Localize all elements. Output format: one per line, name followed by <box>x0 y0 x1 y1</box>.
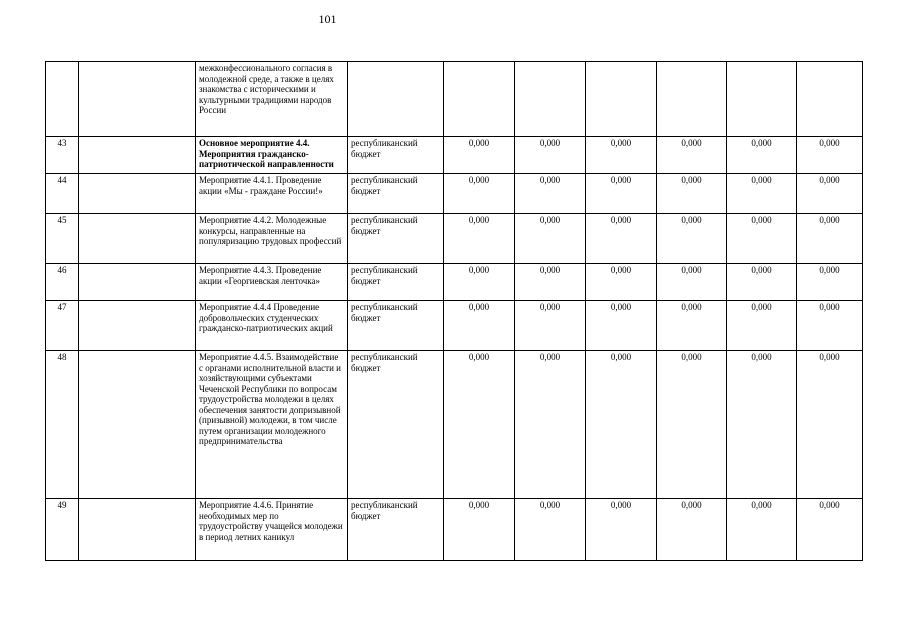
source-cell: республиканский бюджет <box>348 214 444 264</box>
row-number-cell: 46 <box>46 264 79 301</box>
blank-cell <box>79 351 196 499</box>
value-cell: 0,000 <box>586 499 657 561</box>
value-cell: 0,000 <box>727 137 797 174</box>
value-cell: 0,000 <box>515 264 586 301</box>
value-cell: 0,000 <box>586 351 657 499</box>
value-cell: 0,000 <box>657 499 727 561</box>
value-cell: 0,000 <box>727 264 797 301</box>
value-cell: 0,000 <box>444 499 515 561</box>
value-cell: 0,000 <box>727 351 797 499</box>
value-cell: 0,000 <box>727 174 797 214</box>
blank-cell <box>79 301 196 351</box>
source-cell: республиканский бюджет <box>348 351 444 499</box>
source-cell <box>348 62 444 137</box>
value-cell: 0,000 <box>727 301 797 351</box>
budget-table <box>45 61 863 561</box>
activity-name-cell: Мероприятие 4.4.6. Принятие необходимых мер по трудоустройству учащейся молодежи в период летних каникул <box>196 499 348 561</box>
source-cell: республиканский бюджет <box>348 301 444 351</box>
value-cell: 0,000 <box>515 137 586 174</box>
value-cell: 0,000 <box>797 264 863 301</box>
row-number-cell: 48 <box>46 351 79 499</box>
value-cell: 0,000 <box>444 264 515 301</box>
row-number-cell: 47 <box>46 301 79 351</box>
table-row <box>46 499 863 561</box>
value-cell: 0,000 <box>657 351 727 499</box>
activity-name-cell: Мероприятие 4.4.2. Молодежные конкурсы, направленные на популяризацию трудовых профессий <box>196 214 348 264</box>
value-cell: 0,000 <box>797 301 863 351</box>
row-number-cell: 49 <box>46 499 79 561</box>
value-cell <box>586 62 657 137</box>
value-cell: 0,000 <box>797 499 863 561</box>
row-number-cell <box>46 62 79 137</box>
blank-cell <box>79 499 196 561</box>
value-cell: 0,000 <box>444 137 515 174</box>
value-cell: 0,000 <box>586 214 657 264</box>
value-cell: 0,000 <box>444 351 515 499</box>
value-cell: 0,000 <box>727 214 797 264</box>
value-cell: 0,000 <box>586 174 657 214</box>
activity-name-cell: Мероприятие 4.4.1. Проведение акции «Мы - граждане России!» <box>196 174 348 214</box>
value-cell: 0,000 <box>657 137 727 174</box>
value-cell: 0,000 <box>444 214 515 264</box>
source-cell: республиканский бюджет <box>348 499 444 561</box>
value-cell: 0,000 <box>444 301 515 351</box>
table-row <box>46 301 863 351</box>
value-cell: 0,000 <box>586 137 657 174</box>
activity-name-cell: Мероприятие 4.4.3. Проведение акции «Георгиевская ленточка» <box>196 264 348 301</box>
value-cell: 0,000 <box>797 174 863 214</box>
value-cell: 0,000 <box>657 214 727 264</box>
page-number: 101 <box>318 12 337 26</box>
activity-name-cell: Основное мероприятие 4.4. Мероприятия гражданско-патриотической направленности <box>196 137 348 174</box>
row-number-cell: 44 <box>46 174 79 214</box>
value-cell: 0,000 <box>797 351 863 499</box>
value-cell <box>515 62 586 137</box>
blank-cell <box>79 137 196 174</box>
value-cell: 0,000 <box>586 264 657 301</box>
value-cell: 0,000 <box>515 301 586 351</box>
value-cell: 0,000 <box>657 301 727 351</box>
table-row <box>46 62 863 137</box>
row-number-cell: 45 <box>46 214 79 264</box>
table-row <box>46 174 863 214</box>
value-cell: 0,000 <box>797 214 863 264</box>
value-cell: 0,000 <box>657 264 727 301</box>
value-cell: 0,000 <box>515 214 586 264</box>
source-cell: республиканский бюджет <box>348 137 444 174</box>
value-cell: 0,000 <box>727 499 797 561</box>
blank-cell <box>79 174 196 214</box>
value-cell <box>444 62 515 137</box>
row-number-cell: 43 <box>46 137 79 174</box>
blank-cell <box>79 214 196 264</box>
value-cell: 0,000 <box>657 174 727 214</box>
table-row <box>46 351 863 499</box>
table-row <box>46 264 863 301</box>
activity-name-cell: Мероприятие 4.4.5. Взаимодействие с органами исполнительной власти и хозяйствующими субъектами Чеченской Республики по вопросам трудоустройства молодежи в целях обеспечения занятости допризывной (призывной) молодежи, в том числе путем организации молодежного предпринимательства <box>196 351 348 499</box>
table-row <box>46 137 863 174</box>
table-row <box>46 214 863 264</box>
blank-cell <box>79 62 196 137</box>
value-cell: 0,000 <box>586 301 657 351</box>
blank-cell <box>79 264 196 301</box>
value-cell: 0,000 <box>797 137 863 174</box>
value-cell: 0,000 <box>515 499 586 561</box>
value-cell: 0,000 <box>444 174 515 214</box>
value-cell <box>797 62 863 137</box>
source-cell: республиканский бюджет <box>348 174 444 214</box>
source-cell: республиканский бюджет <box>348 264 444 301</box>
activity-name-cell: межконфессионального согласия в молодежной среде, а также в целях знакомства с историческими и культурными традициями народов России <box>196 62 348 137</box>
value-cell: 0,000 <box>515 351 586 499</box>
value-cell: 0,000 <box>515 174 586 214</box>
value-cell <box>657 62 727 137</box>
activity-name-cell: Мероприятие 4.4.4 Проведение добровольческих студенческих гражданско-патриотических акций <box>196 301 348 351</box>
value-cell <box>727 62 797 137</box>
